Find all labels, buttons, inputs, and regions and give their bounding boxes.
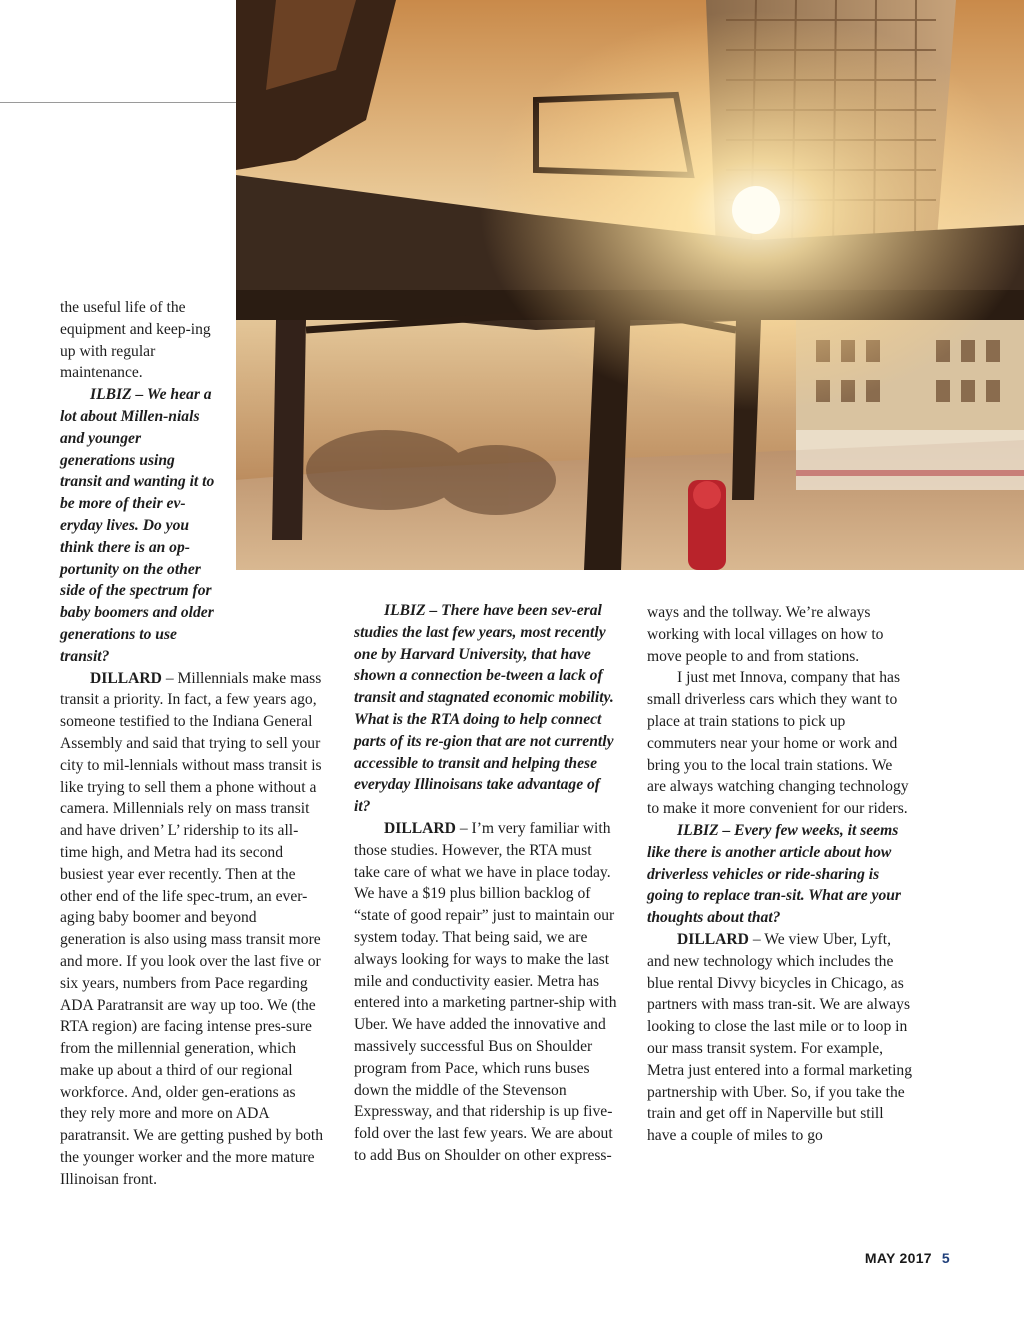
speaker-name: DILLARD <box>90 669 162 687</box>
answer-text: – Millennials make mass transit a priority. In fact, a few years ago, someone testified to the Indiana General Assembly and said that trying to sell your city to mil-lennials without mass transit is like trying to sell them a phone without a camera. Millennials rely on mass transit and have driven’ L’ ridership to its all-time high, and Metra had its second busiest year ever recently. Then at the other end of the life spec-trum, an ever-aging baby boomer and beyond generation is also using mass transit more and more. If you look over the last five or six years, numbers from Pace regarding ADA Paratransit are way up too. We (the RTA region) are facing intense pres-sure from the millennial generation, which make up about a third of our regional workforce. And, older gen-erations as they rely more and more on ADA paratransit. We are getting pushed by both the younger worker and the more mature Illinoisan front. <box>60 669 324 1188</box>
paragraph-continuation: the useful life of the equipment and keep-ing up with regular maintenance. <box>60 299 211 382</box>
interview-answer <box>647 929 912 1147</box>
interview-question: ILBIZ – Every few weeks, it seems like there is another article about how driverless vehicles or ride-sharing is going to replace tran-sit. What are your thoughts about that? <box>647 821 901 927</box>
article-column-2 <box>354 600 619 1167</box>
paragraph-continuation: ways and the tollway. We’re always working with local villages on how to move people to and from stations. <box>647 604 884 665</box>
interview-answer <box>354 818 619 1167</box>
interview-answer <box>60 668 325 1191</box>
speaker-name: DILLARD <box>384 819 456 837</box>
issue-date: MAY 2017 <box>864 1250 932 1266</box>
interview-question: ILBIZ – There have been sev-eral studies the last few years, most recently one by Harvard University, that have shown a connection be-tween a lack of transit and stagnated economic mobility. What is the RTA doing to help connect parts of its re-gion that are not currently accessible to transit and helping these everyday Illinoisans take advantage of it? <box>354 602 614 816</box>
header-rule <box>0 102 236 103</box>
page-number: 5 <box>941 1250 950 1266</box>
interview-question: ILBIZ – We hear a lot about Millen-nials and younger generations using transit and wanting it to be more of their ev-eryday lives. Do you think there is an op-portunity on the other side of the spectrum for baby boomers and older generations to use transit? <box>60 386 215 665</box>
answer-text: – We view Uber, Lyft, and new technology which includes the blue rental Divvy bicycles in Chicago, as partners with mass tran-sit. We are always looking to close the last mile or to loop in our mass transit system. For example, Metra just entered into a formal marketing partnership with Uber. So, if you take the train and get off in Naperville but still have a couple of miles to go <box>647 930 913 1145</box>
article-column-3 <box>647 602 912 1147</box>
photo-illustration <box>236 0 1024 570</box>
speaker-name: DILLARD <box>677 930 749 948</box>
page-footer <box>865 1250 950 1266</box>
paragraph: I just met Innova, company that has small driverless cars which they want to place at train stations to pick up commuters near your home or work and bring you to the local train stations. We are always watching changing technology to make it more convenient for our riders. <box>647 669 909 818</box>
answer-text: – I’m very familiar with those studies. However, the RTA must take care of what we have in place today. We have a $19 plus billion backlog of “state of good repair” just to maintain our system today. That being said, we are always looking for ways to make the last mile and conductivity easier. Metra has entered into a marketing partner-ship with Uber. We have added the innovative and massively successful Bus on Shoulder program from Pace, which runs buses down the middle of the Stevenson Expressway, and that ridership is up five-fold over the last few years. We are about to add Bus on Shoulder on other express- <box>354 819 617 1164</box>
elevated-train-street-photo <box>236 0 1024 570</box>
article-column-1 <box>60 297 325 1191</box>
